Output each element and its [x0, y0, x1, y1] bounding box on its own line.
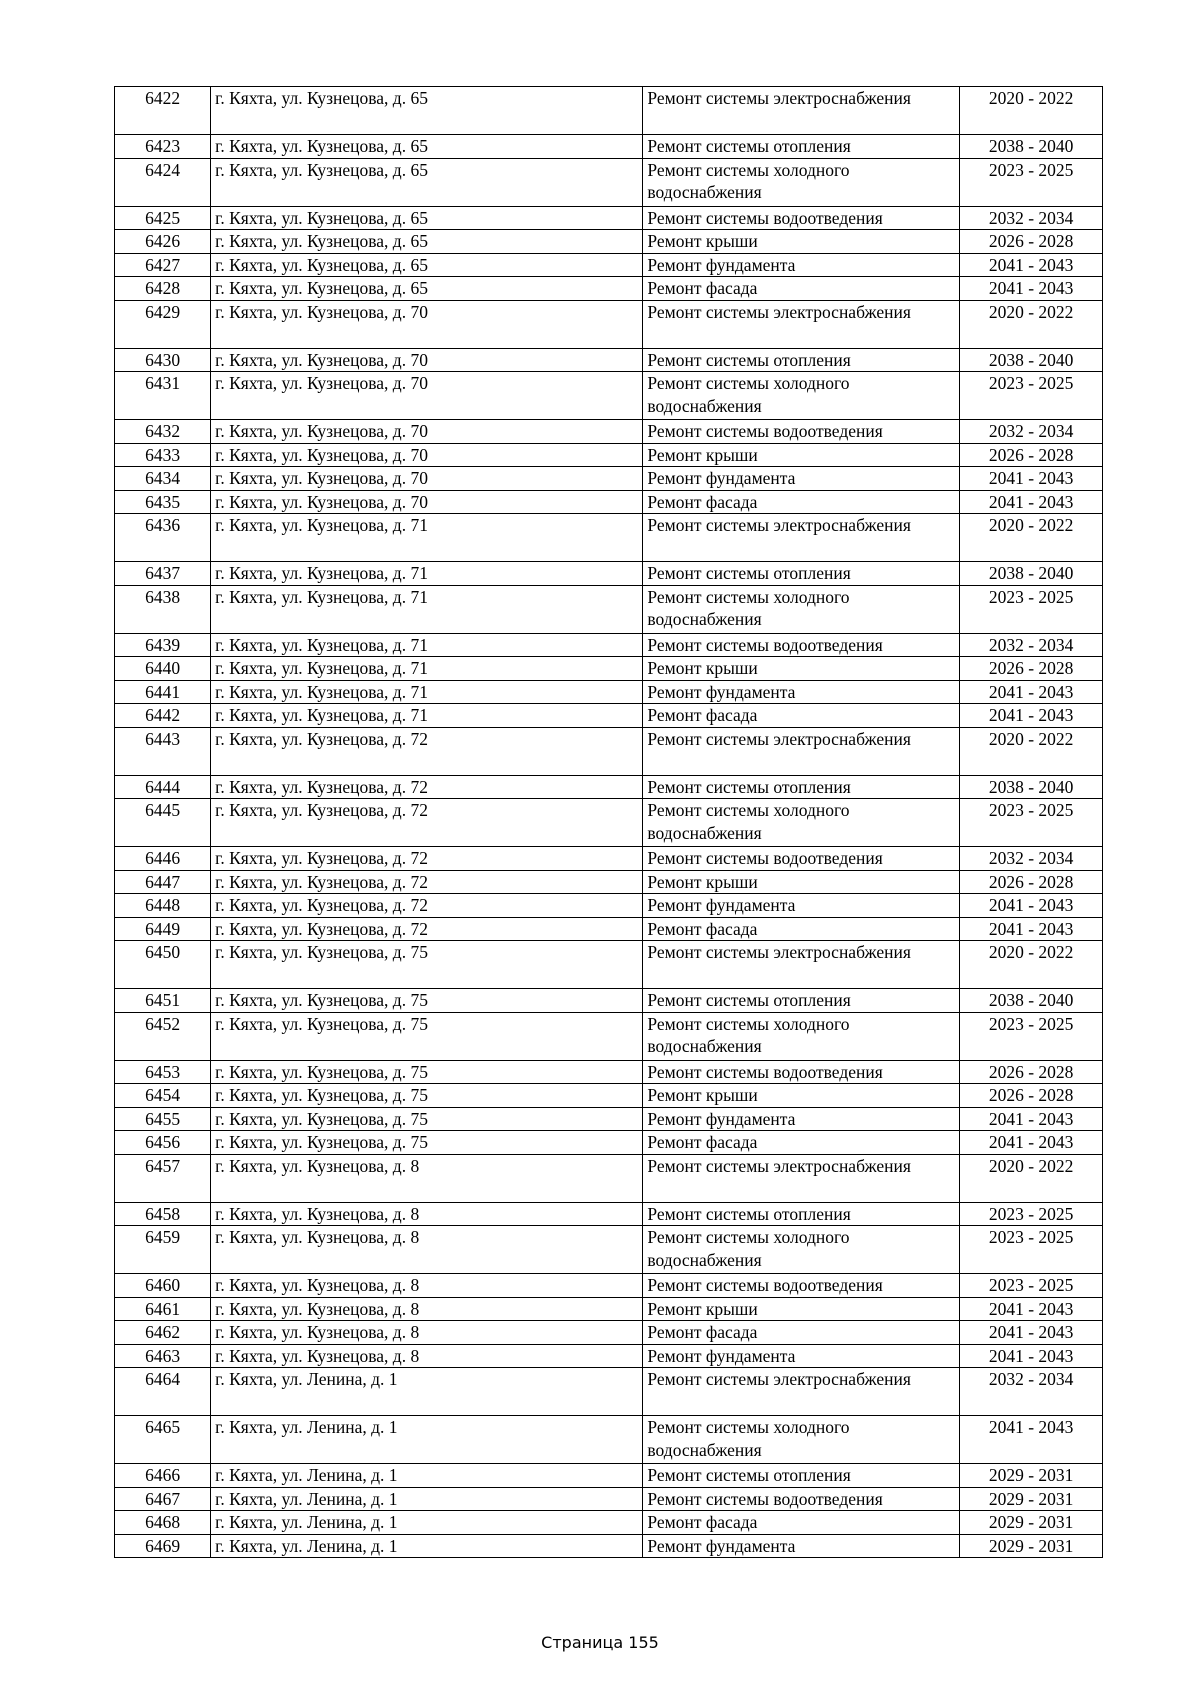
- address-cell: г. Кяхта, ул. Кузнецова, д. 75: [211, 941, 643, 989]
- repair-schedule-table: [114, 86, 1103, 1558]
- table-row: [115, 514, 1103, 562]
- table-row: [115, 1321, 1103, 1345]
- row-number-cell: 6445: [115, 799, 211, 847]
- address-cell: г. Кяхта, ул. Ленина, д. 1: [211, 1511, 643, 1535]
- period-cell: 2041 - 2043: [960, 917, 1103, 941]
- address-cell: г. Кяхта, ул. Кузнецова, д. 71: [211, 704, 643, 728]
- address-cell: г. Кяхта, ул. Кузнецова, д. 70: [211, 348, 643, 372]
- table-row: [115, 799, 1103, 847]
- work-type-cell: Ремонт фасада: [643, 704, 960, 728]
- address-cell: г. Кяхта, ул. Кузнецова, д. 71: [211, 633, 643, 657]
- period-cell: 2041 - 2043: [960, 253, 1103, 277]
- period-cell: 2020 - 2022: [960, 941, 1103, 989]
- period-cell: 2032 - 2034: [960, 633, 1103, 657]
- table-row: [115, 1487, 1103, 1511]
- work-type-cell: Ремонт системы электроснабжения: [643, 1154, 960, 1202]
- work-type-cell: Ремонт системы водоотведения: [643, 847, 960, 871]
- period-cell: 2020 - 2022: [960, 1154, 1103, 1202]
- row-number-cell: 6458: [115, 1202, 211, 1226]
- work-type-cell: Ремонт системы холодного водоснабжения: [643, 372, 960, 420]
- work-type-cell: Ремонт системы водоотведения: [643, 206, 960, 230]
- work-type-cell: Ремонт системы холодного водоснабжения: [643, 1226, 960, 1274]
- work-type-cell: Ремонт системы холодного водоснабжения: [643, 585, 960, 633]
- row-number-cell: 6424: [115, 158, 211, 206]
- work-type-cell: Ремонт системы электроснабжения: [643, 727, 960, 775]
- address-cell: г. Кяхта, ул. Кузнецова, д. 70: [211, 490, 643, 514]
- row-number-cell: 6422: [115, 87, 211, 135]
- row-number-cell: 6435: [115, 490, 211, 514]
- work-type-cell: Ремонт фасада: [643, 1511, 960, 1535]
- work-type-cell: Ремонт крыши: [643, 657, 960, 681]
- page-number: Страница 155: [541, 1633, 659, 1652]
- work-type-cell: Ремонт фундамента: [643, 253, 960, 277]
- table-row: [115, 1131, 1103, 1155]
- address-cell: г. Кяхта, ул. Кузнецова, д. 8: [211, 1226, 643, 1274]
- row-number-cell: 6456: [115, 1131, 211, 1155]
- address-cell: г. Кяхта, ул. Кузнецова, д. 72: [211, 727, 643, 775]
- work-type-cell: Ремонт системы электроснабжения: [643, 1368, 960, 1416]
- period-cell: 2020 - 2022: [960, 87, 1103, 135]
- work-type-cell: Ремонт системы холодного водоснабжения: [643, 158, 960, 206]
- table-row: [115, 680, 1103, 704]
- address-cell: г. Кяхта, ул. Кузнецова, д. 75: [211, 1012, 643, 1060]
- table-row: [115, 1511, 1103, 1535]
- table-row: [115, 1154, 1103, 1202]
- period-cell: 2029 - 2031: [960, 1487, 1103, 1511]
- period-cell: 2038 - 2040: [960, 135, 1103, 159]
- work-type-cell: Ремонт крыши: [643, 1084, 960, 1108]
- period-cell: 2026 - 2028: [960, 657, 1103, 681]
- table-row: [115, 1464, 1103, 1488]
- address-cell: г. Кяхта, ул. Кузнецова, д. 65: [211, 87, 643, 135]
- row-number-cell: 6444: [115, 775, 211, 799]
- table-body: [115, 87, 1103, 1558]
- work-type-cell: Ремонт фундамента: [643, 894, 960, 918]
- address-cell: г. Кяхта, ул. Кузнецова, д. 75: [211, 1084, 643, 1108]
- row-number-cell: 6426: [115, 230, 211, 254]
- table-row: [115, 727, 1103, 775]
- row-number-cell: 6468: [115, 1511, 211, 1535]
- row-number-cell: 6438: [115, 585, 211, 633]
- address-cell: г. Кяхта, ул. Кузнецова, д. 75: [211, 989, 643, 1013]
- address-cell: г. Кяхта, ул. Кузнецова, д. 65: [211, 253, 643, 277]
- period-cell: 2023 - 2025: [960, 1274, 1103, 1298]
- row-number-cell: 6454: [115, 1084, 211, 1108]
- period-cell: 2023 - 2025: [960, 1202, 1103, 1226]
- address-cell: г. Кяхта, ул. Кузнецова, д. 65: [211, 277, 643, 301]
- table-row: [115, 870, 1103, 894]
- period-cell: 2041 - 2043: [960, 1107, 1103, 1131]
- work-type-cell: Ремонт фундамента: [643, 467, 960, 491]
- table-row: [115, 300, 1103, 348]
- table-row: [115, 1368, 1103, 1416]
- table-row: [115, 253, 1103, 277]
- row-number-cell: 6451: [115, 989, 211, 1013]
- work-type-cell: Ремонт системы отопления: [643, 562, 960, 586]
- row-number-cell: 6469: [115, 1534, 211, 1558]
- work-type-cell: Ремонт фундамента: [643, 1107, 960, 1131]
- work-type-cell: Ремонт системы отопления: [643, 1202, 960, 1226]
- period-cell: 2026 - 2028: [960, 870, 1103, 894]
- address-cell: г. Кяхта, ул. Кузнецова, д. 71: [211, 657, 643, 681]
- address-cell: г. Кяхта, ул. Кузнецова, д. 70: [211, 420, 643, 444]
- period-cell: 2032 - 2034: [960, 847, 1103, 871]
- row-number-cell: 6464: [115, 1368, 211, 1416]
- period-cell: 2041 - 2043: [960, 1297, 1103, 1321]
- work-type-cell: Ремонт фундамента: [643, 1534, 960, 1558]
- period-cell: 2023 - 2025: [960, 158, 1103, 206]
- table-row: [115, 633, 1103, 657]
- table-row: [115, 443, 1103, 467]
- row-number-cell: 6453: [115, 1060, 211, 1084]
- work-type-cell: Ремонт системы отопления: [643, 989, 960, 1013]
- work-type-cell: Ремонт системы водоотведения: [643, 633, 960, 657]
- work-type-cell: Ремонт фундамента: [643, 1344, 960, 1368]
- period-cell: 2023 - 2025: [960, 799, 1103, 847]
- work-type-cell: Ремонт системы электроснабжения: [643, 87, 960, 135]
- work-type-cell: Ремонт фасада: [643, 277, 960, 301]
- row-number-cell: 6467: [115, 1487, 211, 1511]
- work-type-cell: Ремонт системы водоотведения: [643, 1060, 960, 1084]
- period-cell: 2023 - 2025: [960, 1012, 1103, 1060]
- table-row: [115, 1274, 1103, 1298]
- period-cell: 2032 - 2034: [960, 420, 1103, 444]
- work-type-cell: Ремонт системы электроснабжения: [643, 514, 960, 562]
- row-number-cell: 6459: [115, 1226, 211, 1274]
- period-cell: 2041 - 2043: [960, 1131, 1103, 1155]
- period-cell: 2038 - 2040: [960, 775, 1103, 799]
- row-number-cell: 6449: [115, 917, 211, 941]
- address-cell: г. Кяхта, ул. Кузнецова, д. 72: [211, 870, 643, 894]
- period-cell: 2041 - 2043: [960, 490, 1103, 514]
- work-type-cell: Ремонт крыши: [643, 443, 960, 467]
- period-cell: 2038 - 2040: [960, 348, 1103, 372]
- period-cell: 2026 - 2028: [960, 1060, 1103, 1084]
- address-cell: г. Кяхта, ул. Ленина, д. 1: [211, 1487, 643, 1511]
- table-row: [115, 562, 1103, 586]
- table-row: [115, 847, 1103, 871]
- work-type-cell: Ремонт системы отопления: [643, 135, 960, 159]
- table-row: [115, 490, 1103, 514]
- address-cell: г. Кяхта, ул. Кузнецова, д. 72: [211, 917, 643, 941]
- work-type-cell: Ремонт фасада: [643, 1131, 960, 1155]
- period-cell: 2020 - 2022: [960, 727, 1103, 775]
- address-cell: г. Кяхта, ул. Кузнецова, д. 70: [211, 372, 643, 420]
- address-cell: г. Кяхта, ул. Кузнецова, д. 8: [211, 1297, 643, 1321]
- table-row: [115, 1226, 1103, 1274]
- address-cell: г. Кяхта, ул. Ленина, д. 1: [211, 1416, 643, 1464]
- work-type-cell: Ремонт системы холодного водоснабжения: [643, 799, 960, 847]
- work-type-cell: Ремонт фасада: [643, 490, 960, 514]
- table-row: [115, 158, 1103, 206]
- address-cell: г. Кяхта, ул. Ленина, д. 1: [211, 1464, 643, 1488]
- work-type-cell: Ремонт фасада: [643, 917, 960, 941]
- row-number-cell: 6423: [115, 135, 211, 159]
- work-type-cell: Ремонт системы водоотведения: [643, 1274, 960, 1298]
- work-type-cell: Ремонт системы отопления: [643, 1464, 960, 1488]
- address-cell: г. Кяхта, ул. Кузнецова, д. 71: [211, 680, 643, 704]
- table-row: [115, 917, 1103, 941]
- period-cell: 2029 - 2031: [960, 1534, 1103, 1558]
- address-cell: г. Кяхта, ул. Кузнецова, д. 72: [211, 847, 643, 871]
- table-row: [115, 1534, 1103, 1558]
- period-cell: 2041 - 2043: [960, 894, 1103, 918]
- period-cell: 2020 - 2022: [960, 514, 1103, 562]
- address-cell: г. Кяхта, ул. Кузнецова, д. 65: [211, 230, 643, 254]
- row-number-cell: 6455: [115, 1107, 211, 1131]
- table-row: [115, 1416, 1103, 1464]
- address-cell: г. Кяхта, ул. Кузнецова, д. 65: [211, 135, 643, 159]
- row-number-cell: 6427: [115, 253, 211, 277]
- period-cell: 2032 - 2034: [960, 1368, 1103, 1416]
- row-number-cell: 6466: [115, 1464, 211, 1488]
- address-cell: г. Кяхта, ул. Кузнецова, д. 65: [211, 158, 643, 206]
- table-row: [115, 1297, 1103, 1321]
- table-row: [115, 704, 1103, 728]
- table-row: [115, 1107, 1103, 1131]
- period-cell: 2041 - 2043: [960, 1344, 1103, 1368]
- period-cell: 2041 - 2043: [960, 1321, 1103, 1345]
- address-cell: г. Кяхта, ул. Кузнецова, д. 70: [211, 467, 643, 491]
- row-number-cell: 6443: [115, 727, 211, 775]
- address-cell: г. Кяхта, ул. Кузнецова, д. 75: [211, 1131, 643, 1155]
- work-type-cell: Ремонт системы электроснабжения: [643, 300, 960, 348]
- address-cell: г. Кяхта, ул. Кузнецова, д. 72: [211, 894, 643, 918]
- table-row: [115, 230, 1103, 254]
- row-number-cell: 6463: [115, 1344, 211, 1368]
- table-row: [115, 775, 1103, 799]
- row-number-cell: 6448: [115, 894, 211, 918]
- work-type-cell: Ремонт системы водоотведения: [643, 1487, 960, 1511]
- row-number-cell: 6447: [115, 870, 211, 894]
- table-row: [115, 1344, 1103, 1368]
- table-row: [115, 348, 1103, 372]
- address-cell: г. Кяхта, ул. Кузнецова, д. 65: [211, 206, 643, 230]
- row-number-cell: 6431: [115, 372, 211, 420]
- row-number-cell: 6465: [115, 1416, 211, 1464]
- row-number-cell: 6429: [115, 300, 211, 348]
- address-cell: г. Кяхта, ул. Ленина, д. 1: [211, 1534, 643, 1558]
- row-number-cell: 6434: [115, 467, 211, 491]
- address-cell: г. Кяхта, ул. Кузнецова, д. 71: [211, 585, 643, 633]
- address-cell: г. Кяхта, ул. Кузнецова, д. 71: [211, 514, 643, 562]
- period-cell: 2023 - 2025: [960, 372, 1103, 420]
- row-number-cell: 6430: [115, 348, 211, 372]
- table-row: [115, 87, 1103, 135]
- row-number-cell: 6432: [115, 420, 211, 444]
- address-cell: г. Кяхта, ул. Кузнецова, д. 75: [211, 1060, 643, 1084]
- table-row: [115, 420, 1103, 444]
- address-cell: г. Кяхта, ул. Кузнецова, д. 8: [211, 1154, 643, 1202]
- table-row: [115, 372, 1103, 420]
- work-type-cell: Ремонт системы электроснабжения: [643, 941, 960, 989]
- table-row: [115, 1202, 1103, 1226]
- row-number-cell: 6442: [115, 704, 211, 728]
- table-row: [115, 941, 1103, 989]
- row-number-cell: 6428: [115, 277, 211, 301]
- period-cell: 2026 - 2028: [960, 1084, 1103, 1108]
- period-cell: 2029 - 2031: [960, 1511, 1103, 1535]
- address-cell: г. Кяхта, ул. Кузнецова, д. 75: [211, 1107, 643, 1131]
- address-cell: г. Кяхта, ул. Кузнецова, д. 8: [211, 1202, 643, 1226]
- row-number-cell: 6450: [115, 941, 211, 989]
- work-type-cell: Ремонт системы холодного водоснабжения: [643, 1416, 960, 1464]
- period-cell: 2023 - 2025: [960, 585, 1103, 633]
- table-row: [115, 277, 1103, 301]
- row-number-cell: 6462: [115, 1321, 211, 1345]
- period-cell: 2041 - 2043: [960, 467, 1103, 491]
- row-number-cell: 6457: [115, 1154, 211, 1202]
- work-type-cell: Ремонт крыши: [643, 1297, 960, 1321]
- work-type-cell: Ремонт системы холодного водоснабжения: [643, 1012, 960, 1060]
- row-number-cell: 6437: [115, 562, 211, 586]
- row-number-cell: 6425: [115, 206, 211, 230]
- address-cell: г. Кяхта, ул. Кузнецова, д. 8: [211, 1321, 643, 1345]
- work-type-cell: Ремонт крыши: [643, 870, 960, 894]
- work-type-cell: Ремонт системы водоотведения: [643, 420, 960, 444]
- table-row: [115, 1084, 1103, 1108]
- period-cell: 2038 - 2040: [960, 989, 1103, 1013]
- period-cell: 2023 - 2025: [960, 1226, 1103, 1274]
- period-cell: 2041 - 2043: [960, 704, 1103, 728]
- period-cell: 2041 - 2043: [960, 680, 1103, 704]
- table-row: [115, 135, 1103, 159]
- period-cell: 2020 - 2022: [960, 300, 1103, 348]
- row-number-cell: 6446: [115, 847, 211, 871]
- row-number-cell: 6452: [115, 1012, 211, 1060]
- table-row: [115, 657, 1103, 681]
- period-cell: 2041 - 2043: [960, 277, 1103, 301]
- address-cell: г. Кяхта, ул. Ленина, д. 1: [211, 1368, 643, 1416]
- table-row: [115, 467, 1103, 491]
- period-cell: 2026 - 2028: [960, 443, 1103, 467]
- row-number-cell: 6460: [115, 1274, 211, 1298]
- address-cell: г. Кяхта, ул. Кузнецова, д. 8: [211, 1274, 643, 1298]
- address-cell: г. Кяхта, ул. Кузнецова, д. 70: [211, 443, 643, 467]
- period-cell: 2038 - 2040: [960, 562, 1103, 586]
- row-number-cell: 6441: [115, 680, 211, 704]
- row-number-cell: 6436: [115, 514, 211, 562]
- period-cell: 2032 - 2034: [960, 206, 1103, 230]
- work-type-cell: Ремонт системы отопления: [643, 775, 960, 799]
- address-cell: г. Кяхта, ул. Кузнецова, д. 70: [211, 300, 643, 348]
- work-type-cell: Ремонт фасада: [643, 1321, 960, 1345]
- address-cell: г. Кяхта, ул. Кузнецова, д. 71: [211, 562, 643, 586]
- address-cell: г. Кяхта, ул. Кузнецова, д. 8: [211, 1344, 643, 1368]
- work-type-cell: Ремонт фундамента: [643, 680, 960, 704]
- work-type-cell: Ремонт крыши: [643, 230, 960, 254]
- address-cell: г. Кяхта, ул. Кузнецова, д. 72: [211, 775, 643, 799]
- period-cell: 2029 - 2031: [960, 1464, 1103, 1488]
- period-cell: 2041 - 2043: [960, 1416, 1103, 1464]
- row-number-cell: 6439: [115, 633, 211, 657]
- table-row: [115, 894, 1103, 918]
- table-row: [115, 206, 1103, 230]
- work-type-cell: Ремонт системы отопления: [643, 348, 960, 372]
- table-row: [115, 989, 1103, 1013]
- row-number-cell: 6433: [115, 443, 211, 467]
- table-row: [115, 585, 1103, 633]
- row-number-cell: 6461: [115, 1297, 211, 1321]
- row-number-cell: 6440: [115, 657, 211, 681]
- table-row: [115, 1060, 1103, 1084]
- address-cell: г. Кяхта, ул. Кузнецова, д. 72: [211, 799, 643, 847]
- table-row: [115, 1012, 1103, 1060]
- period-cell: 2026 - 2028: [960, 230, 1103, 254]
